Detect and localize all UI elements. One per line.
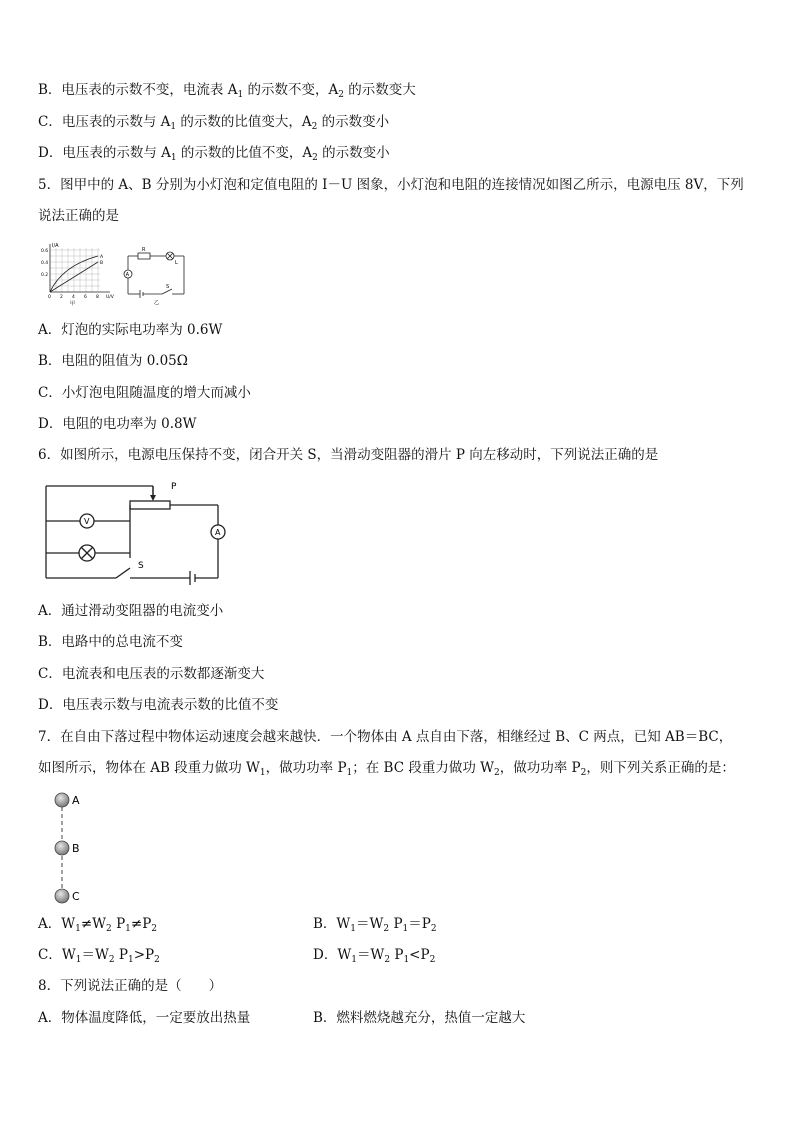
subscript: 2 bbox=[108, 955, 115, 965]
subscript: 2 bbox=[311, 122, 318, 132]
ammeter-label: A bbox=[125, 272, 130, 278]
q4-option-b-text: 的示数变大 bbox=[343, 82, 416, 98]
q4-option-d-text: 的示数变小 bbox=[317, 145, 390, 161]
point-label-b: B bbox=[72, 842, 80, 855]
curve-label-b: B bbox=[100, 261, 104, 266]
switch-lever bbox=[116, 568, 130, 578]
resistor-label: R bbox=[142, 247, 146, 253]
subscript: 2 bbox=[430, 924, 437, 934]
figure-caption-jia: 甲 bbox=[70, 301, 76, 306]
q7-stem-text: 如图所示，物体在 AB 段重力做功 W bbox=[38, 760, 260, 776]
slider-label: P bbox=[171, 482, 177, 492]
x-tick-label: 4 bbox=[72, 295, 75, 300]
point-label-a: A bbox=[72, 794, 80, 807]
q7-option-text: ≠P bbox=[130, 916, 152, 932]
q6-stem: 6．如图所示，电源电压保持不变，闭合开关 S，当滑动变阻器的滑片 P 向左移动时，下列说法正确的是 bbox=[38, 447, 659, 463]
q4-option-c-text: 的示数的比值变大，A bbox=[176, 114, 312, 130]
resistor-symbol bbox=[138, 253, 150, 259]
q7-option-a bbox=[38, 914, 157, 939]
figure-caption-yi: 乙 bbox=[154, 300, 160, 306]
q7-option-text: C．W bbox=[38, 947, 76, 963]
x-tick-label: 2 bbox=[60, 295, 63, 300]
q7-stem-text: ；在 BC 段重力做功 W bbox=[352, 760, 495, 776]
ammeter-label: A bbox=[215, 528, 221, 537]
subscript: 1 bbox=[125, 924, 131, 934]
subscript: 1 bbox=[351, 955, 357, 965]
q4-option-b-text: 的示数不变，A bbox=[243, 82, 339, 98]
subscript: 1 bbox=[75, 924, 81, 934]
y-tick-label: 0.6 bbox=[41, 249, 49, 254]
point-label-c: C bbox=[72, 890, 80, 903]
q7-option-text: <P bbox=[409, 947, 430, 963]
subscript: 1 bbox=[170, 122, 177, 132]
q7-stem-text: ，则下列关系正确的是： bbox=[586, 760, 735, 776]
q7-option-b bbox=[313, 914, 437, 939]
q7-option-text: P bbox=[114, 947, 128, 963]
subscript: 1 bbox=[75, 955, 82, 965]
graph-grid bbox=[50, 248, 100, 292]
q7-option-text: P bbox=[111, 916, 126, 932]
q8-option-a: A．物体温度降低，一定要放出热量 bbox=[38, 1010, 251, 1026]
q7-stem-text: ，做功功率 P bbox=[265, 760, 347, 776]
subscript: 1 bbox=[237, 90, 244, 100]
q4-option-c bbox=[38, 112, 389, 137]
q7-option-text: >P bbox=[133, 947, 155, 963]
q4-option-b bbox=[38, 80, 416, 105]
y-axis-label: I/A bbox=[52, 243, 59, 249]
subscript: 1 bbox=[170, 153, 177, 163]
q8-stem: 8．下列说法正确的是（ ） bbox=[38, 978, 223, 994]
subscript: 2 bbox=[429, 955, 436, 965]
ball-c-icon bbox=[55, 889, 69, 903]
voltmeter-label: V bbox=[84, 517, 90, 526]
subscript: 2 bbox=[580, 768, 587, 778]
q4-option-d-text: 的示数的比值不变，A bbox=[176, 145, 313, 161]
q7-option-text: ＝P bbox=[408, 916, 431, 932]
q5-option-c: C．小灯泡电阻随温度的增大而减小 bbox=[38, 385, 251, 401]
q6-option-c: C．电流表和电压表的示数都逐渐变大 bbox=[38, 666, 265, 682]
q7-option-text: ≠W bbox=[80, 916, 107, 932]
subscript: 2 bbox=[383, 924, 390, 934]
subscript: 2 bbox=[151, 924, 158, 934]
q7-option-text: B．W bbox=[313, 916, 351, 932]
ball-a-icon bbox=[55, 793, 69, 807]
q5-circuit-figure bbox=[120, 244, 192, 306]
q7-stem-line1: 7．在自由下落过程中物体运动速度会越来越快．一个物体由 A 点自由下落，相继经过 B、C 两点，已知 AB＝BC， bbox=[38, 729, 733, 745]
q6-option-b: B．电路中的总电流不变 bbox=[38, 634, 183, 650]
subscript: 1 bbox=[259, 768, 266, 778]
q7-option-text: D．W bbox=[313, 947, 352, 963]
subscript: 2 bbox=[494, 768, 500, 778]
q5-option-b: B．电阻的阻值为 0.05Ω bbox=[38, 353, 188, 369]
x-tick-label: 0 bbox=[48, 295, 51, 300]
q7-option-d bbox=[313, 945, 435, 970]
slider-arrow-icon bbox=[150, 495, 156, 501]
q4-option-d-text: D．电压表的示数与 A bbox=[38, 145, 171, 161]
q5-option-a: A．灯泡的实际电功率为 0.6W bbox=[38, 322, 223, 338]
q8-option-b: B．燃料燃烧越充分，热值一定越大 bbox=[313, 1010, 526, 1026]
q7-option-text: A．W bbox=[38, 916, 76, 932]
subscript: 2 bbox=[384, 955, 391, 965]
switch-label: S bbox=[166, 284, 170, 290]
q5-stem-line2: 说法正确的是 bbox=[38, 208, 119, 224]
q4-option-c-text: C．电压表的示数与 A bbox=[38, 114, 171, 130]
q7-option-text: P bbox=[389, 916, 403, 932]
q5-stem-line1: 5．图甲中的 A、B 分别为小灯泡和定值电阻的 I－U 图象，小灯泡和电阻的连接情况如图乙所示，电源电压 8V，下列 bbox=[38, 177, 744, 193]
subscript: 2 bbox=[338, 90, 344, 100]
q5-option-d: D．电阻的电功率为 0.8W bbox=[38, 416, 197, 432]
subscript: 1 bbox=[346, 768, 353, 778]
q6-option-d: D．电压表示数与电流表示数的比值不变 bbox=[38, 697, 279, 713]
rheostat-symbol bbox=[130, 501, 170, 509]
subscript: 1 bbox=[127, 955, 134, 965]
q6-circuit-figure bbox=[40, 478, 240, 586]
subscript: 1 bbox=[403, 955, 410, 965]
q4-option-b-text: B．电压表的示数不变，电流表 A bbox=[38, 82, 238, 98]
q6-option-a: A．通过滑动变阻器的电流变小 bbox=[38, 603, 224, 619]
q4-option-d bbox=[38, 143, 390, 168]
x-axis-label: U/V bbox=[106, 295, 114, 300]
subscript: 2 bbox=[106, 924, 112, 934]
subscript: 2 bbox=[312, 153, 318, 163]
q5-iu-graph-figure bbox=[40, 242, 118, 306]
ball-b-icon bbox=[55, 841, 69, 855]
q7-option-text: ＝W bbox=[356, 947, 385, 963]
q7-option-c bbox=[38, 945, 160, 970]
q4-option-c-text: 的示数变小 bbox=[317, 114, 390, 130]
q7-stem-text: ，做功功率 P bbox=[499, 760, 581, 776]
q7-option-text: ＝W bbox=[356, 916, 384, 932]
x-tick-label: 6 bbox=[84, 295, 87, 300]
y-tick-label: 0.4 bbox=[41, 261, 49, 266]
q7-option-text: ＝W bbox=[81, 947, 109, 963]
subscript: 1 bbox=[350, 924, 357, 934]
subscript: 2 bbox=[154, 955, 160, 965]
q7-falling-object-figure bbox=[50, 790, 100, 908]
curve-label-a: A bbox=[100, 255, 104, 260]
q7-stem-line2 bbox=[38, 758, 735, 783]
q7-option-text: P bbox=[390, 947, 404, 963]
switch-label: S bbox=[138, 561, 144, 571]
x-tick-label: 8 bbox=[96, 295, 99, 300]
lamp-label: L bbox=[175, 260, 178, 266]
y-tick-label: 0.2 bbox=[41, 273, 49, 278]
subscript: 1 bbox=[402, 924, 409, 934]
